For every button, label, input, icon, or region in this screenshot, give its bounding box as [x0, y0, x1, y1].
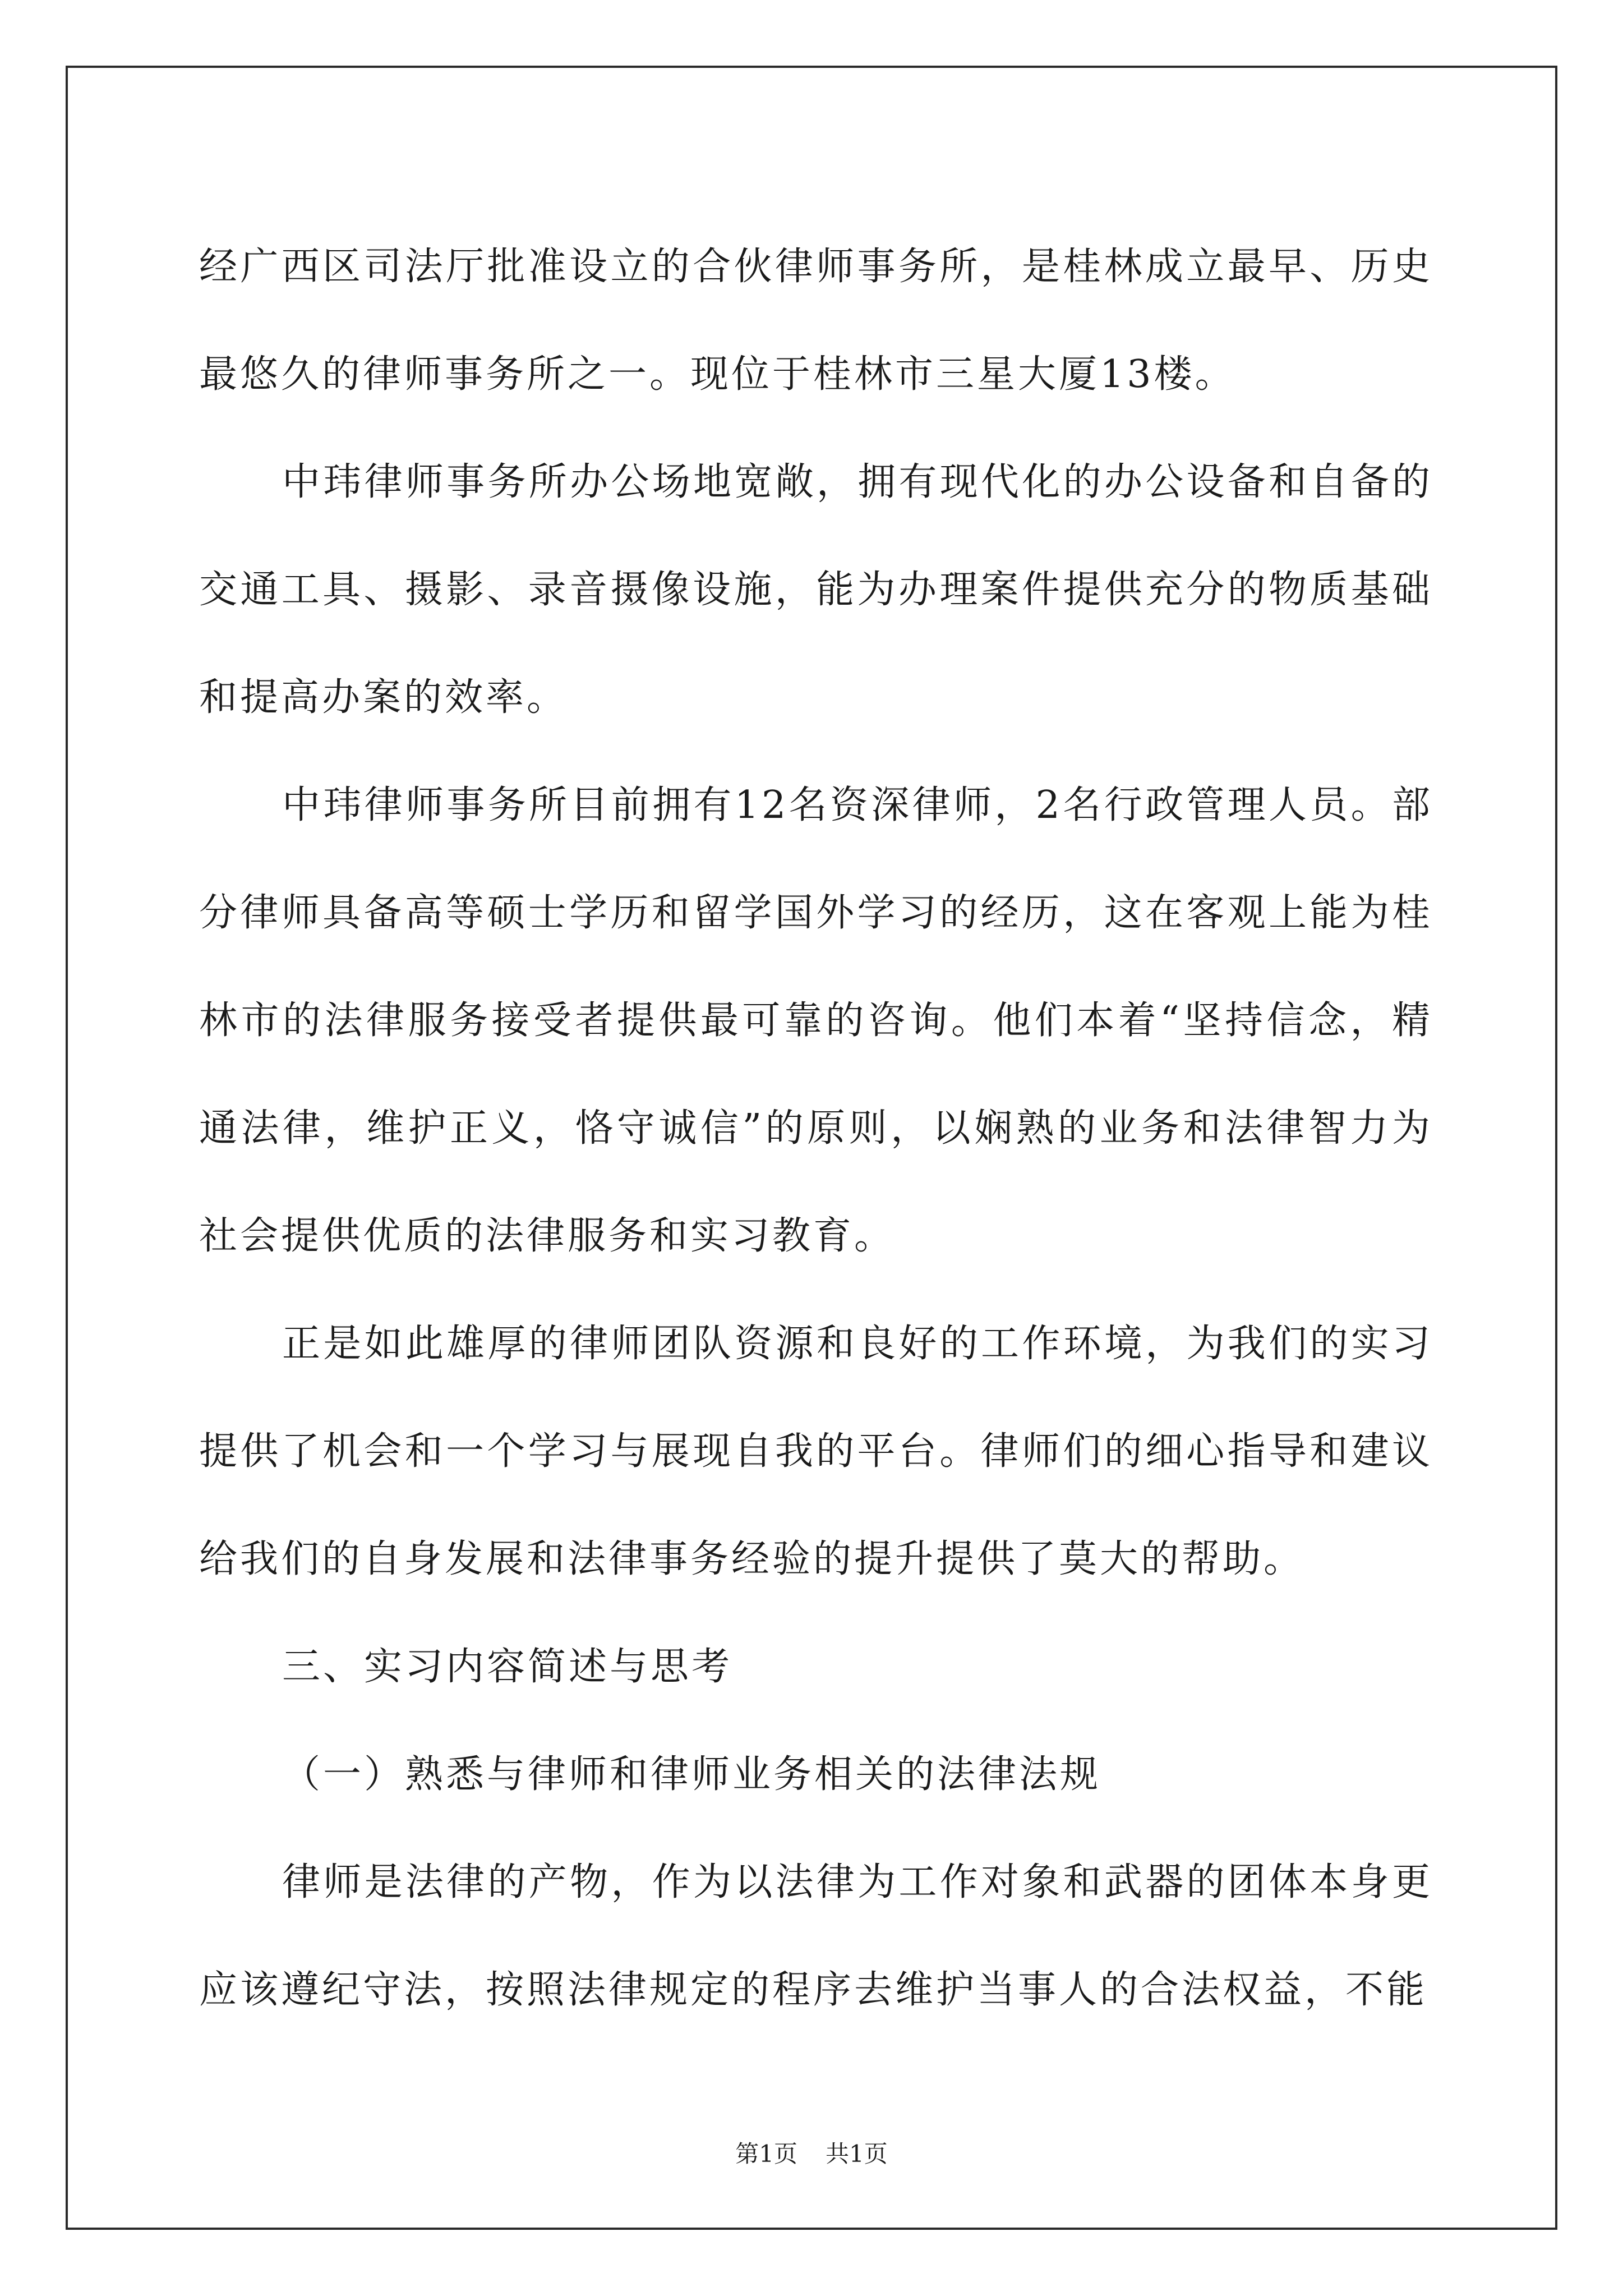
paragraph-office-facilities: 中玮律师事务所办公场地宽敞，拥有现代化的办公设备和自备的交通工具、摄影、录音摄像设施，能为办理案件提供充分的物质基础和提高办案的效率。: [199, 460, 1433, 720]
paragraph-lawyer-obligations: 律师是法律的产物，作为以法律为工作对象和武器的团体本身更应该遵纪守法，按照法律规定的程序去维护当事人的合法权益，不能: [199, 1860, 1433, 2012]
page-number-total: 共1页: [826, 2140, 888, 2168]
subsection-heading-laws: （一）熟悉与律师和律师业务相关的法律法规: [282, 1752, 1101, 1797]
section-heading-internship-content: 三、实习内容简述与思考: [282, 1645, 733, 1689]
page-footer: [0, 2137, 1623, 2171]
paragraph-lawyers-team: 中玮律师事务所目前拥有12名资深律师，2名行政管理人员。部分律师具备高等硕士学历和留学国外学习的经历，这在客观上能为桂林市的法律服务接受者提供最可靠的咨询。他们本着“坚持信念，精通法律，维护正义，恪守诚信”的原则，以娴熟的业务和法律智力为社会提供优质的法律服务和实习教育。: [199, 783, 1433, 1258]
document-body: [199, 213, 1433, 2044]
page-number-current: 第1页: [735, 2140, 797, 2168]
paragraph-firm-history: 经广西区司法厅批准设立的合伙律师事务所，是桂林成立最早、历史最悠久的律师事务所之一。现位于桂林市三星大厦13楼。: [199, 245, 1433, 397]
paragraph-internship-platform: 正是如此雄厚的律师团队资源和良好的工作环境，为我们的实习提供了机会和一个学习与展现自我的平台。律师们的细心指导和建议给我们的自身发展和法律事务经验的提升提供了莫大的帮助。: [199, 1322, 1433, 1581]
